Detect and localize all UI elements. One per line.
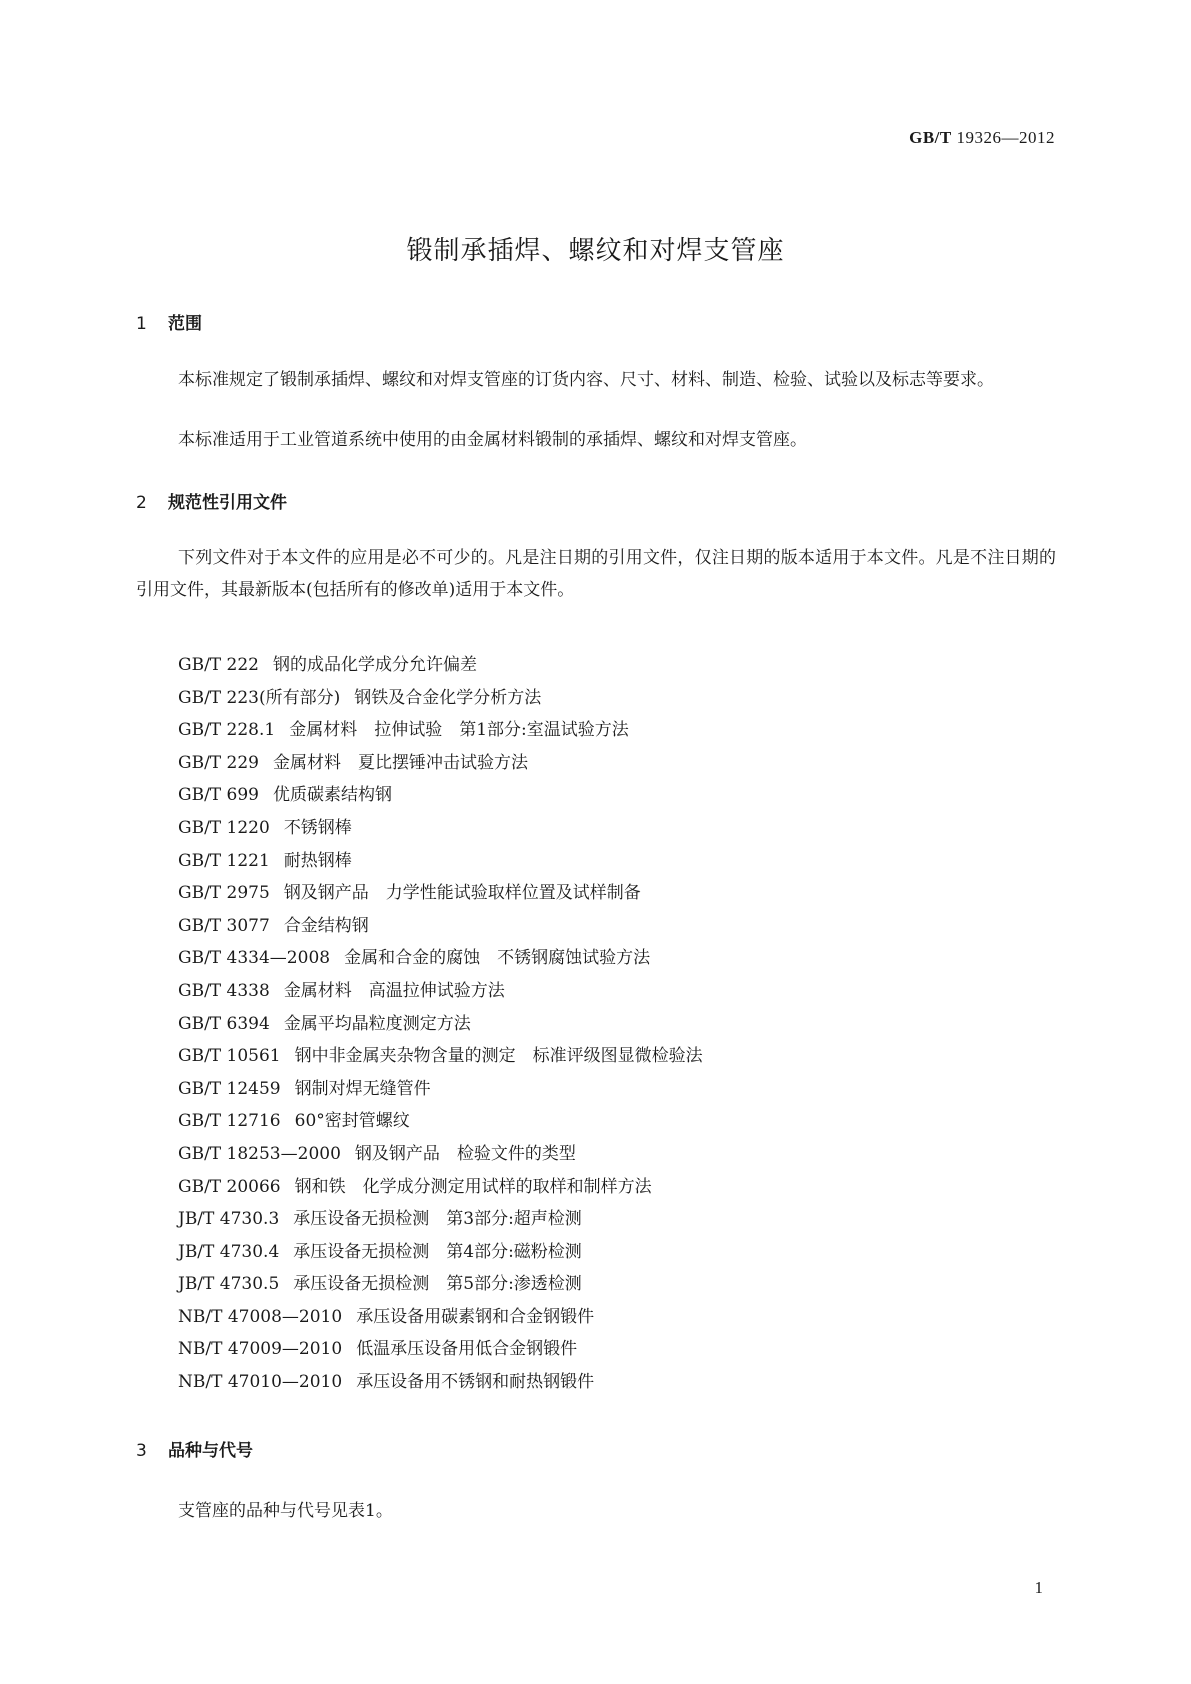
section-title: 品种与代号 — [168, 1441, 253, 1461]
section-2-paragraph-1: 下列文件对于本文件的应用是必不可少的。凡是注日期的引用文件，仅注日期的版本适用于本文件。凡是不注日期的引用文件，其最新版本(包括所有的修改单)适用于本文件。 — [136, 548, 1056, 600]
reference-item — [178, 910, 703, 943]
standard-code-number: 19326—2012 — [956, 128, 1055, 147]
reference-title: 钢和铁 化学成分测定用试样的取样和制样方法 — [294, 1176, 652, 1197]
reference-code: JB/T 4730.5 — [178, 1274, 280, 1295]
section-1-paragraph-1: 本标准规定了锻制承插焊、螺纹和对焊支管座的订货内容、尺寸、材料、制造、检验、试验以及标志等要求。 — [178, 370, 994, 390]
reference-code: GB/T 699 — [178, 785, 259, 806]
normative-references-list — [178, 649, 703, 1399]
reference-code: NB/T 47010—2010 — [178, 1372, 343, 1393]
reference-item — [178, 975, 703, 1008]
reference-item — [178, 1366, 703, 1399]
reference-title: 钢的成品化学成分允许偏差 — [273, 655, 477, 675]
reference-title: 钢中非金属夹杂物含量的测定 标准评级图显微检验法 — [294, 1046, 703, 1067]
section-1-paragraph-2: 本标准适用于工业管道系统中使用的由金属材料锻制的承插焊、螺纹和对焊支管座。 — [178, 430, 807, 450]
standard-code-prefix: GB/T — [909, 128, 952, 147]
reference-title: 合金结构钢 — [283, 915, 369, 936]
reference-item — [178, 942, 703, 975]
section-1-heading — [136, 309, 202, 334]
reference-title: 承压设备无损检测 第5部分:渗透检测 — [293, 1274, 582, 1295]
reference-title: 金属材料 高温拉伸试验方法 — [283, 980, 505, 1001]
reference-code: GB/T 4334—2008 — [178, 948, 331, 969]
reference-title: 耐热钢棒 — [283, 850, 352, 871]
page-number: 1 — [1034, 1578, 1043, 1597]
reference-title: 金属和合金的腐蚀 不锈钢腐蚀试验方法 — [344, 948, 651, 969]
reference-code: GB/T 6394 — [178, 1013, 270, 1034]
reference-title: 钢制对焊无缝管件 — [294, 1078, 431, 1099]
reference-title: 钢铁及合金化学分析方法 — [354, 687, 542, 708]
reference-code: GB/T 1221 — [178, 850, 270, 871]
section-3-heading — [136, 1436, 253, 1461]
reference-title: 承压设备无损检测 第3部分:超声检测 — [293, 1209, 582, 1230]
reference-code: NB/T 47009—2010 — [178, 1339, 343, 1360]
section-2-heading — [136, 488, 287, 513]
reference-code: GB/T 229 — [178, 752, 259, 773]
reference-item — [178, 1171, 703, 1204]
section-title: 范围 — [168, 314, 202, 334]
reference-code: GB/T 12716 — [178, 1111, 281, 1132]
reference-item — [178, 1073, 703, 1106]
reference-title: 低温承压设备用低合金钢锻件 — [356, 1339, 578, 1360]
reference-item — [178, 1268, 703, 1301]
reference-item — [178, 1236, 703, 1269]
reference-code: GB/T 18253—2000 — [178, 1143, 341, 1164]
reference-title: 60°密封管螺纹 — [294, 1111, 410, 1132]
reference-title: 承压设备用不锈钢和耐热钢锻件 — [356, 1372, 595, 1393]
reference-title: 金属材料 拉伸试验 第1部分:室温试验方法 — [289, 720, 629, 741]
reference-item — [178, 877, 703, 910]
reference-code: GB/T 10561 — [178, 1046, 281, 1067]
reference-code: JB/T 4730.4 — [178, 1241, 280, 1262]
reference-item — [178, 812, 703, 845]
reference-title: 钢及钢产品 力学性能试验取样位置及试样制备 — [283, 883, 641, 904]
reference-code: GB/T 12459 — [178, 1078, 281, 1099]
reference-title: 承压设备无损检测 第4部分:磁粉检测 — [293, 1241, 582, 1262]
reference-title: 承压设备用碳素钢和合金钢锻件 — [356, 1306, 595, 1327]
reference-title: 钢及钢产品 检验文件的类型 — [354, 1143, 576, 1164]
reference-item — [178, 1333, 703, 1366]
reference-code: GB/T 3077 — [178, 915, 270, 936]
section-number: 3 — [136, 1441, 147, 1461]
section-number: 1 — [136, 314, 147, 334]
reference-code: GB/T 2975 — [178, 883, 270, 904]
reference-code: GB/T 20066 — [178, 1176, 281, 1197]
reference-title: 金属材料 夏比摆锤冲击试验方法 — [273, 752, 528, 773]
reference-item — [178, 1138, 703, 1171]
standard-code — [909, 128, 1055, 148]
reference-item — [178, 1040, 703, 1073]
reference-code: GB/T 223(所有部分) — [178, 687, 341, 708]
section-number: 2 — [136, 493, 147, 513]
reference-item — [178, 1203, 703, 1236]
reference-item — [178, 649, 703, 682]
reference-item — [178, 1301, 703, 1334]
reference-item — [178, 1105, 703, 1138]
reference-code: GB/T 4338 — [178, 980, 270, 1001]
reference-item — [178, 682, 703, 715]
reference-item — [178, 714, 703, 747]
reference-item — [178, 779, 703, 812]
reference-title: 金属平均晶粒度测定方法 — [283, 1013, 471, 1034]
reference-item — [178, 845, 703, 878]
reference-item — [178, 1008, 703, 1041]
reference-code: GB/T 228.1 — [178, 720, 276, 741]
reference-code: GB/T 222 — [178, 655, 259, 675]
section-3-paragraph-1: 支管座的品种与代号见表1。 — [178, 1501, 393, 1521]
reference-code: JB/T 4730.3 — [178, 1209, 280, 1230]
reference-title: 不锈钢棒 — [283, 817, 352, 838]
document-title: 锻制承插焊、螺纹和对焊支管座 — [406, 236, 785, 266]
reference-code: GB/T 1220 — [178, 817, 270, 838]
reference-item — [178, 747, 703, 780]
reference-code: NB/T 47008—2010 — [178, 1306, 343, 1327]
reference-title: 优质碳素结构钢 — [273, 785, 392, 806]
section-title: 规范性引用文件 — [168, 493, 287, 513]
